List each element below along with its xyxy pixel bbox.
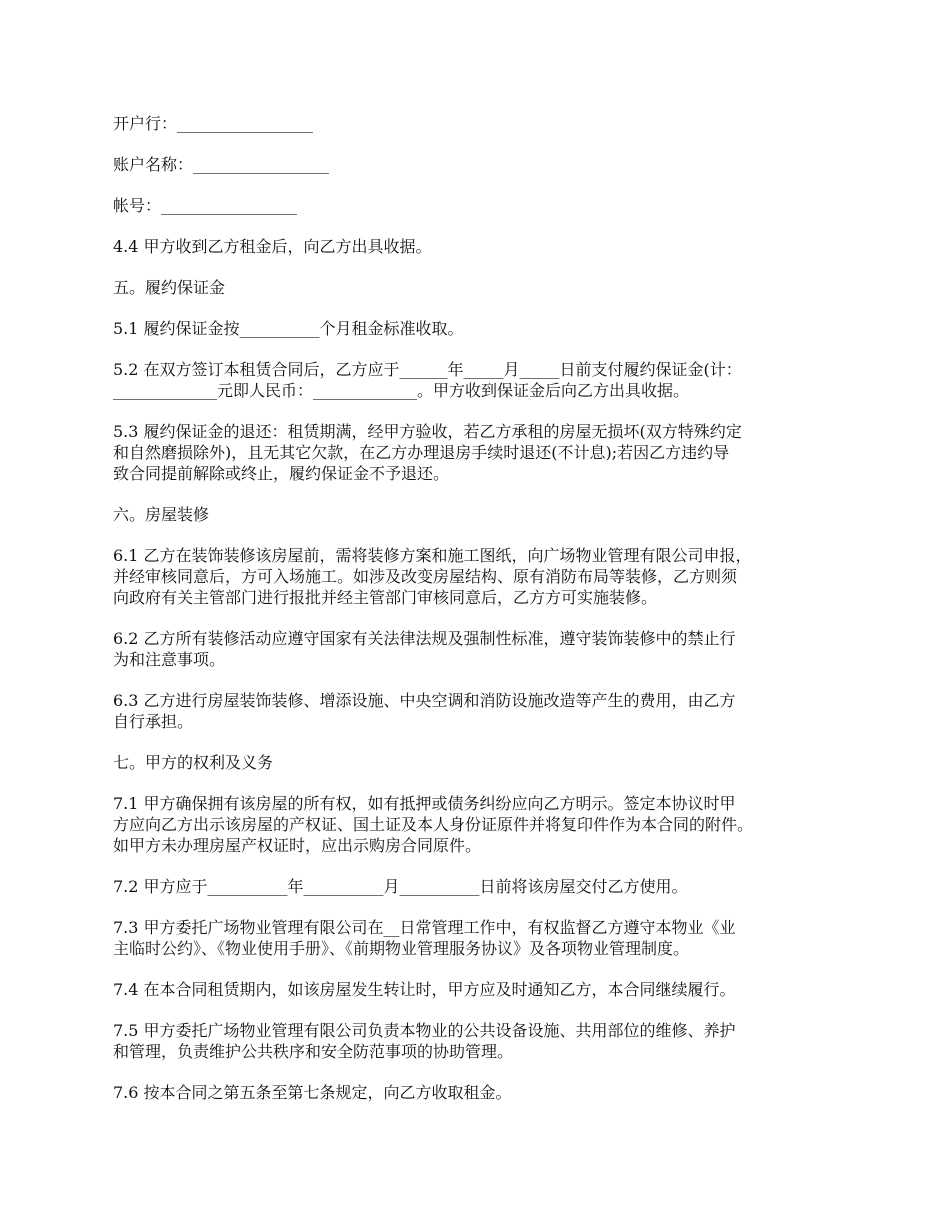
text-line: 4.4 甲方收到乙方租金后，向乙方出具收据。 bbox=[113, 237, 432, 256]
text-line: 7.4 在本合同租赁期内，如该房屋发生转让时，甲方应及时通知乙方，本合同继续履行。 bbox=[113, 980, 736, 999]
text-line: 6.2 乙方所有装修活动应遵守国家有关法律法规及强制性标准，遵守装饰装修中的禁止行 bbox=[113, 629, 736, 648]
text-line: 自行承担。 bbox=[113, 712, 194, 731]
text-line: 7.5 甲方委托广场物业管理有限公司负责本物业的公共设备设施、共用部位的维修、养护 bbox=[113, 1021, 736, 1040]
paragraph bbox=[113, 359, 853, 401]
paragraph bbox=[113, 876, 853, 897]
paragraph bbox=[113, 979, 853, 1000]
paragraph bbox=[113, 195, 853, 216]
paragraph bbox=[113, 917, 853, 959]
document-page bbox=[113, 113, 853, 1123]
text-line: 帐号：_________________ bbox=[113, 196, 298, 215]
paragraph bbox=[113, 628, 853, 670]
text-line: 6.3 乙方进行房屋装饰装修、增添设施、中央空调和消防设施改造等产生的费用，由乙方 bbox=[113, 691, 736, 710]
text-line: 5.1 履约保证金按__________个月租金标准收取。 bbox=[113, 319, 464, 338]
paragraph bbox=[113, 277, 853, 298]
text-line: 向政府有关主管部门进行报批并经主管部门审核同意后，乙方方可实施装修。 bbox=[113, 588, 658, 607]
text-line: 7.1 甲方确保拥有该房屋的所有权，如有抵押或债务纠纷应向乙方明示。签定本协议时甲 bbox=[113, 794, 736, 813]
paragraph bbox=[113, 752, 853, 773]
paragraph bbox=[113, 1020, 853, 1062]
text-line: 主临时公约》、《物业使用手册》、《前期物业管理服务协议》及各项物业管理制度。 bbox=[113, 939, 690, 958]
paragraph bbox=[113, 793, 853, 856]
paragraph bbox=[113, 504, 853, 525]
text-line: 7.3 甲方委托广场物业管理有限公司在__日常管理工作中，有权监督乙方遵守本物业《业 bbox=[113, 918, 736, 937]
text-line: 致合同提前解除或终止，履约保证金不予退还。 bbox=[113, 464, 450, 483]
text-line: 5.3 履约保证金的退还：租赁期满，经甲方验收，若乙方承租的房屋无损坏(双方特殊约定 bbox=[113, 422, 742, 441]
paragraph bbox=[113, 545, 853, 608]
paragraph bbox=[113, 236, 853, 257]
text-line: 账户名称：_________________ bbox=[113, 155, 330, 174]
text-line: 五。履约保证金 bbox=[113, 278, 226, 297]
paragraph bbox=[113, 154, 853, 175]
text-line: 6.1 乙方在装饰装修该房屋前，需将装修方案和施工图纸，向广场物业管理有限公司申报， bbox=[113, 546, 752, 565]
text-line: 开户行：_________________ bbox=[113, 114, 314, 133]
text-line: 如甲方未办理房屋产权证时，应出示购房合同原件。 bbox=[113, 836, 482, 855]
paragraph bbox=[113, 1082, 853, 1103]
text-line: _____________元即人民币：_____________。甲方收到保证金后向乙方出具收据。 bbox=[113, 381, 690, 400]
text-line: 7.6 按本合同之第五条至第七条规定，向乙方收取租金。 bbox=[113, 1083, 512, 1102]
text-line: 七。甲方的权利及义务 bbox=[113, 753, 274, 772]
text-line: 7.2 甲方应于__________年__________月__________日前将该房屋交付乙方使用。 bbox=[113, 877, 688, 896]
text-line: 和自然磨损除外)，且无其它欠款，在乙方办理退房手续时退还(不计息);若因乙方违约导 bbox=[113, 443, 730, 462]
text-line: 为和注意事项。 bbox=[113, 650, 226, 669]
text-line: 和管理，负责维护公共秩序和安全防范事项的协助管理。 bbox=[113, 1042, 514, 1061]
text-line: 方应向乙方出示该房屋的产权证、国土证及本人身份证原件并将复印件作为本合同的附件。 bbox=[113, 815, 754, 834]
paragraph bbox=[113, 421, 853, 484]
paragraph bbox=[113, 318, 853, 339]
text-line: 并经审核同意后，方可入场施工。如涉及改变房屋结构、原有消防布局等装修，乙方则须 bbox=[113, 567, 738, 586]
text-line: 六。房屋装修 bbox=[113, 505, 210, 524]
paragraph bbox=[113, 690, 853, 732]
text-line: 5.2 在双方签订本租赁合同后，乙方应于______年_____月_____日前支付履约保证金(计： bbox=[113, 360, 742, 379]
paragraph bbox=[113, 113, 853, 134]
